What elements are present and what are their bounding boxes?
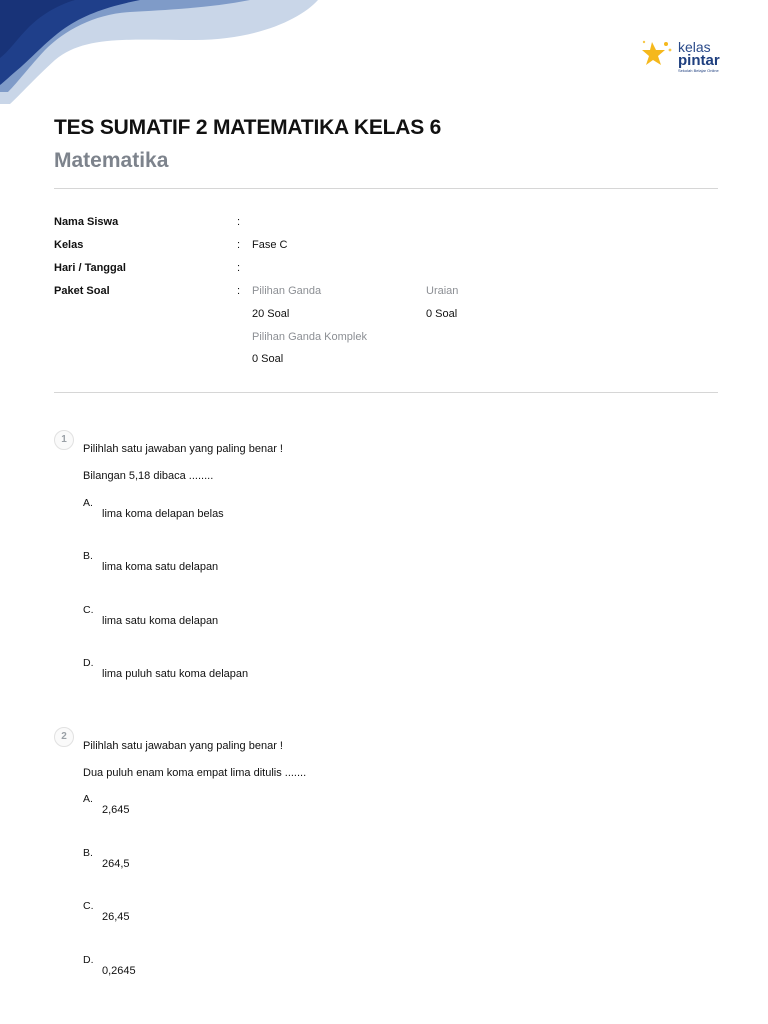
package-colon: :: [237, 285, 241, 297]
question-number-badge: 2: [54, 727, 74, 747]
option-letter[interactable]: C.: [83, 604, 94, 616]
star-mascot-icon: [640, 38, 676, 74]
package-type-multiple-choice: Pilihan Ganda: [252, 285, 322, 297]
logo-tagline: Sekolah Belajar Online: [678, 68, 719, 73]
option-text[interactable]: lima koma satu delapan: [102, 561, 219, 573]
date-label: Hari / Tanggal: [54, 262, 126, 274]
divider: [54, 392, 718, 393]
divider: [54, 188, 718, 189]
package-count-complex-choice: 0 Soal: [252, 353, 284, 365]
option-text[interactable]: lima koma delapan belas: [102, 508, 224, 520]
option-text[interactable]: 26,45: [102, 911, 130, 923]
question-number-badge: 1: [54, 430, 74, 450]
option-letter[interactable]: D.: [83, 657, 94, 669]
package-type-complex-choice: Pilihan Ganda Komplek: [252, 331, 367, 343]
kelas-pintar-logo: [640, 38, 740, 78]
header-wave-decoration: [0, 0, 330, 110]
option-text[interactable]: 264,5: [102, 858, 130, 870]
date-colon: :: [237, 262, 241, 274]
option-text[interactable]: 0,2645: [102, 965, 136, 977]
page-title: TES SUMATIF 2 MATEMATIKA KELAS 6: [54, 116, 442, 139]
name-label: Nama Siswa: [54, 216, 119, 228]
class-label: Kelas: [54, 239, 84, 251]
question-text: Dua puluh enam koma empat lima ditulis .......: [83, 767, 307, 779]
option-letter[interactable]: A.: [83, 793, 93, 805]
question-text: Bilangan 5,18 dibaca ........: [83, 470, 214, 482]
option-letter[interactable]: A.: [83, 497, 93, 509]
subject-subtitle: Matematika: [54, 149, 169, 172]
question-instruction: Pilihlah satu jawaban yang paling benar !: [83, 740, 283, 752]
option-letter[interactable]: C.: [83, 900, 94, 912]
option-letter[interactable]: B.: [83, 847, 93, 859]
package-count-multiple-choice: 20 Soal: [252, 308, 290, 320]
logo-word-kelas: kelas: [678, 39, 711, 55]
option-text[interactable]: lima satu koma delapan: [102, 615, 219, 627]
package-label: Paket Soal: [54, 285, 110, 297]
class-value: Fase C: [252, 239, 288, 251]
logo-word-pintar: pintar: [678, 52, 720, 69]
option-text[interactable]: lima puluh satu koma delapan: [102, 668, 249, 680]
question-instruction: Pilihlah satu jawaban yang paling benar !: [83, 443, 283, 455]
class-colon: :: [237, 239, 241, 251]
option-letter[interactable]: D.: [83, 954, 94, 966]
package-count-essay: 0 Soal: [426, 308, 458, 320]
option-letter[interactable]: B.: [83, 550, 93, 562]
name-colon: :: [237, 216, 241, 228]
package-type-essay: Uraian: [426, 285, 459, 297]
option-text[interactable]: 2,645: [102, 804, 130, 816]
